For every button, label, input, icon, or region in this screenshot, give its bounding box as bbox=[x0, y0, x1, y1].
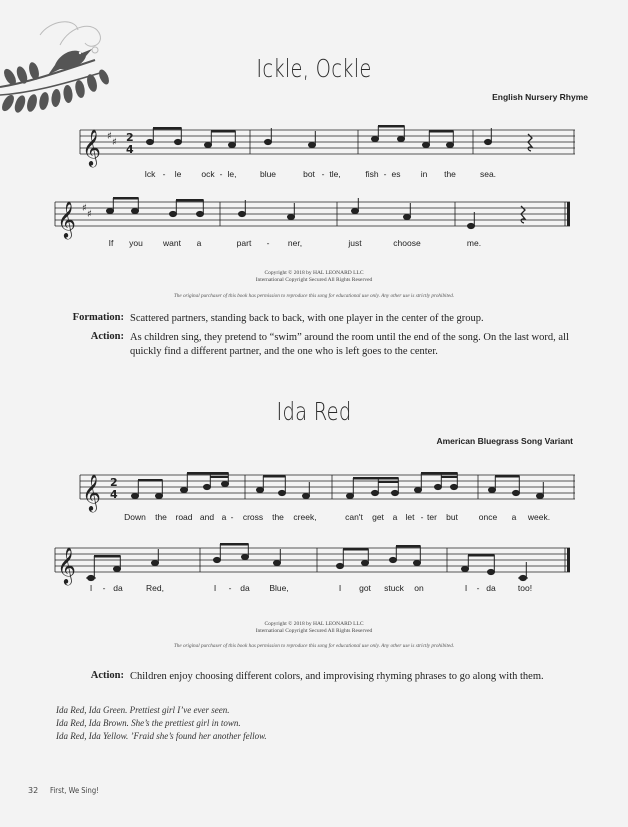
lyric-syllable: le bbox=[174, 169, 182, 179]
lyric-syllable: Ick bbox=[144, 169, 156, 179]
song-title: Ickle, Ockle bbox=[256, 54, 372, 83]
treble-clef-icon: 𝄞 bbox=[82, 128, 101, 166]
verse-line: Ida Red, Ida Yellow. ’Fraid she’s found her another fellow. bbox=[56, 731, 267, 741]
time-sig-top: 2 bbox=[110, 476, 118, 489]
song-title: Ida Red bbox=[276, 397, 352, 426]
lyric-syllable: once bbox=[478, 512, 498, 522]
lyric-syllable: - bbox=[321, 169, 325, 179]
lyric-syllable: I bbox=[338, 583, 342, 593]
lyric-syllable: bot bbox=[303, 169, 315, 179]
svg-text:♯: ♯ bbox=[112, 137, 117, 148]
lyric-syllable: let bbox=[405, 512, 415, 522]
lyric-syllable: tle, bbox=[329, 169, 341, 179]
lyric-syllable: sea. bbox=[479, 169, 497, 179]
lyric-syllable: the bbox=[272, 512, 284, 522]
copyright-line: Copyright © 2018 by HAL LEONARD LLC bbox=[264, 621, 364, 627]
lyric-syllable: - bbox=[476, 583, 480, 593]
lyric-syllable: If bbox=[108, 238, 114, 248]
lyric-syllable: part bbox=[236, 238, 252, 248]
lyric-syllable: ter bbox=[427, 512, 437, 522]
music-staff-1 bbox=[80, 125, 575, 165]
lyric-syllable: and bbox=[199, 512, 215, 522]
copyright-line: International Copyright Secured All Rights Reserved bbox=[255, 628, 373, 634]
lyric-syllable: the bbox=[444, 169, 456, 179]
action-text: Children enjoy choosing different colors, and improvising rhyming phrases to go along with them. bbox=[130, 671, 544, 682]
lyric-syllable: on bbox=[414, 583, 424, 593]
lyric-syllable: da bbox=[486, 583, 496, 593]
lyric-syllable: creek, bbox=[293, 512, 317, 522]
lyric-syllable: da bbox=[113, 583, 123, 593]
lyric-syllable: I bbox=[89, 583, 93, 593]
svg-text:♯: ♯ bbox=[87, 209, 92, 220]
music-staff-4 bbox=[55, 543, 575, 583]
lyric-syllable: - bbox=[383, 169, 387, 179]
lyric-syllable: ock bbox=[201, 169, 215, 179]
lyric-syllable: - bbox=[228, 583, 232, 593]
lyric-syllable: a bbox=[511, 512, 517, 522]
lyric-syllable: week. bbox=[527, 512, 551, 522]
lyric-syllable: a bbox=[221, 512, 227, 522]
lyric-syllable: blue bbox=[259, 169, 277, 179]
lyric-syllable: Blue, bbox=[269, 583, 289, 593]
lyric-syllable: - bbox=[102, 583, 106, 593]
lyric-syllable: da bbox=[240, 583, 250, 593]
lyric-syllable: Red, bbox=[146, 583, 164, 593]
lyric-syllable: but bbox=[446, 512, 458, 522]
reproduction-notice: The original purchaser of this book has permission to reproduce this song for educational use only. Any other use is strictly prohibited. bbox=[173, 293, 455, 299]
treble-clef-icon: 𝄞 bbox=[57, 200, 76, 238]
time-sig-bottom: 4 bbox=[126, 143, 134, 156]
lyric-syllable: cross bbox=[242, 512, 264, 522]
lyric-syllable: fish bbox=[365, 169, 379, 179]
book-title: First, We Sing! bbox=[50, 786, 99, 795]
svg-text:♯: ♯ bbox=[82, 203, 87, 214]
lyric-syllable: a bbox=[392, 512, 398, 522]
lyric-syllable: got bbox=[359, 583, 371, 593]
lyric-syllable: - bbox=[219, 169, 223, 179]
treble-clef-icon: 𝄞 bbox=[57, 546, 76, 584]
lyric-syllable: stuck bbox=[384, 583, 404, 593]
lyric-syllable: - bbox=[420, 512, 424, 522]
lyric-syllable: - bbox=[162, 169, 166, 179]
treble-clef-icon: 𝄞 bbox=[82, 473, 101, 511]
time-sig-bottom: 4 bbox=[110, 488, 118, 501]
lyric-syllable: es bbox=[391, 169, 401, 179]
time-sig-top: 2 bbox=[126, 131, 134, 144]
music-staff-2 bbox=[55, 197, 575, 237]
lyric-syllable: get bbox=[372, 512, 384, 522]
lyric-syllable: a bbox=[196, 238, 202, 248]
lyric-syllable: road bbox=[175, 512, 193, 522]
formation-text: Scattered partners, standing back to back, with one player in the center of the group. bbox=[130, 313, 484, 324]
lyric-syllable: can't bbox=[345, 512, 363, 522]
lyric-syllable: just bbox=[348, 238, 362, 248]
svg-text:♯: ♯ bbox=[107, 131, 112, 142]
lyric-syllable: ner, bbox=[287, 238, 303, 248]
lyric-syllable: Down bbox=[124, 512, 146, 522]
action-label: Action: bbox=[90, 670, 124, 681]
page-number: 32 bbox=[28, 786, 39, 795]
lyric-syllable: you bbox=[129, 238, 143, 248]
song-origin: American Bluegrass Song Variant bbox=[436, 436, 573, 446]
action-label: Action: bbox=[90, 331, 124, 342]
music-staff-3 bbox=[80, 470, 575, 510]
formation-label: Formation: bbox=[72, 312, 124, 323]
reproduction-notice: The original purchaser of this book has permission to reproduce this song for educational use only. Any other use is strictly prohibited. bbox=[173, 643, 455, 649]
lyric-syllable: I bbox=[213, 583, 217, 593]
lyric-syllable: in bbox=[420, 169, 428, 179]
lyric-syllable: le, bbox=[227, 169, 237, 179]
verse-line: Ida Red, Ida Brown. She’s the prettiest girl in town. bbox=[56, 718, 241, 728]
song-origin: English Nursery Rhyme bbox=[492, 92, 588, 102]
lyric-syllable: want bbox=[163, 238, 181, 248]
lyric-syllable: too! bbox=[517, 583, 533, 593]
lyric-syllable: choose bbox=[393, 238, 421, 248]
lyric-syllable: the bbox=[155, 512, 167, 522]
lyric-syllable: - bbox=[266, 238, 270, 248]
lyric-syllable: - bbox=[230, 512, 234, 522]
lyric-syllable: I bbox=[464, 583, 468, 593]
action-text: As children sing, they pretend to “swim” around the room until the end of the song. On the last word, all quickly find a different partner, and the one who is left goes to the center. bbox=[130, 332, 569, 357]
lyric-syllable: me. bbox=[466, 238, 482, 248]
copyright-line: International Copyright Secured All Rights Reserved bbox=[255, 277, 373, 283]
copyright-line: Copyright © 2018 by HAL LEONARD LLC bbox=[264, 270, 364, 276]
verse-line: Ida Red, Ida Green. Prettiest girl I’ve ever seen. bbox=[56, 705, 230, 715]
